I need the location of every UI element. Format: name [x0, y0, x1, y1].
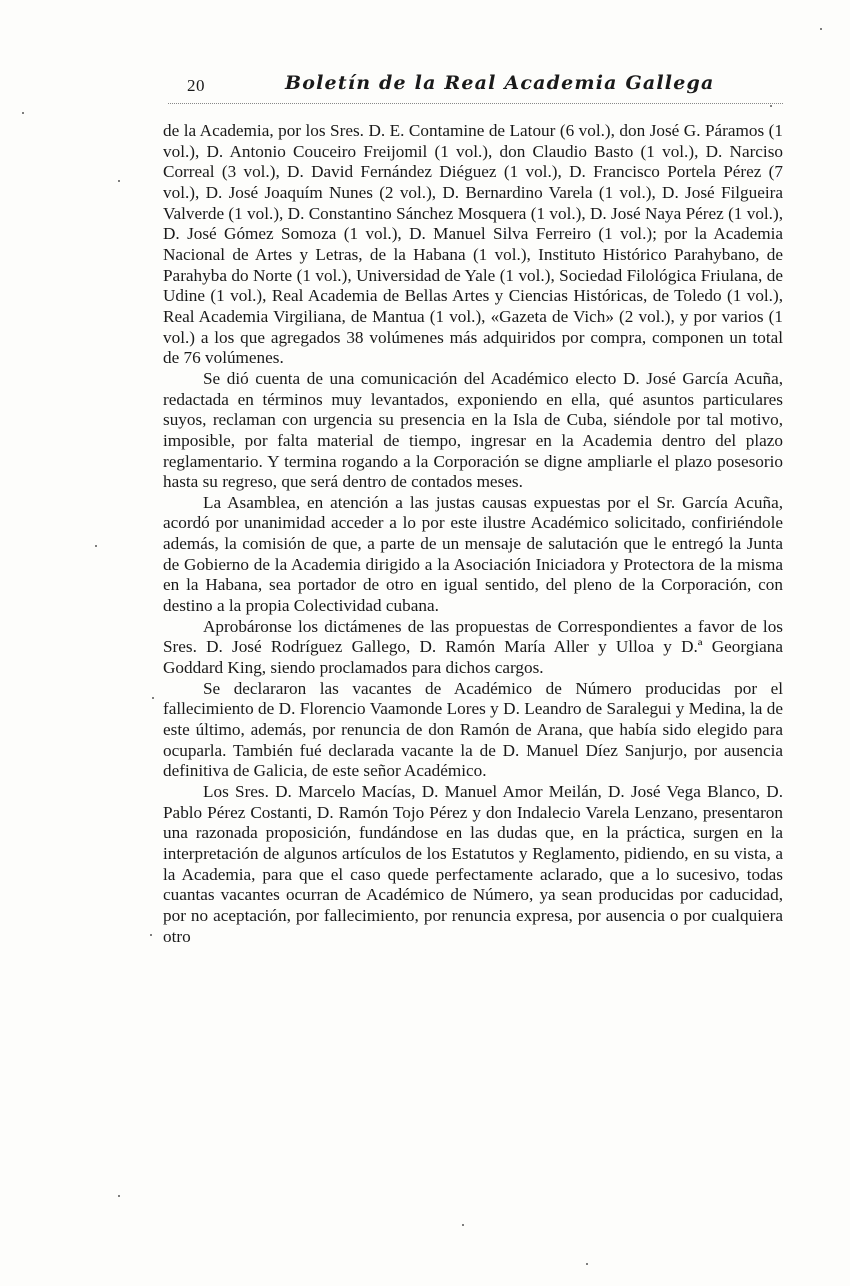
scan-speck	[152, 697, 154, 699]
page-header	[163, 72, 783, 102]
scan-speck	[820, 28, 822, 30]
scan-speck	[22, 112, 24, 114]
paragraph-6: Los Sres. D. Marcelo Macías, D. Manuel Amor Meilán, D. José Vega Blanco, D. Pablo Pérez Costanti, D. Ramón Tojo Pérez y don Indalecio Varela Lenzano, presentaron una razonada proposición, fundándose en las dudas que, en la práctica, surgen en la interpretación de algunos artículos de los Estatutos y Reglamento, pidiendo, en su vista, a la Academia, para que el caso quede perfectamente aclarado, que a lo sucesivo, todas cuantas vacantes ocurran de Académico de Número, ya sean producidas por caducidad, por no aceptación, por fallecimiento, por renuncia expresa, por ausencia o por cualquiera otro	[163, 782, 783, 946]
scan-speck	[118, 180, 120, 182]
paragraph-2: Se dió cuenta de una comunicación del Académico electo D. José García Acuña, redactada en términos muy levantados, exponiendo en ella, qué asuntos particulares suyos, reclaman con urgencia su presencia en la Isla de Cuba, siéndole por tal motivo, imposible, por falta material de tiempo, ingresar en la Academia dentro del plazo reglamentario. Y termina rogando a la Corporación se digne ampliarle el plazo posesorio hasta su regreso, que será dentro de contados meses.	[163, 368, 783, 492]
page-number: 20	[187, 76, 205, 95]
scan-speck	[770, 105, 772, 107]
scan-speck	[150, 934, 152, 936]
paragraph-3: La Asamblea, en atención a las justas causas expuestas por el Sr. García Acuña, acordó por unanimidad acceder a lo por este ilustre Académico solicitado, confiriéndole además, la comisión de que, a parte de un mensaje de salutación que le entregó la Junta de Gobierno de la Academia dirigido a la Asociación Iniciadora y Protectora de la misma en la Habana, sea portador de otro en igual sentido, del pleno de la Corporación, con destino a la propia Colectividad cubana.	[163, 492, 783, 616]
paragraph-1: de la Academia, por los Sres. D. E. Contamine de Latour (6 vol.), don José G. Páramos (1 vol.), D. Antonio Couceiro Freijomil (1 vol.), don Claudio Basto (1 vol.), D. Narciso Correal (3 vol.), D. David Fernández Diéguez (1 vol.), D. Francisco Portela Pérez (7 vol.), D. José Joaquím Nunes (2 vol.), D. Bernardino Varela (1 vol.), D. José Filgueira Valverde (1 vol.), D. Constantino Sánchez Mosquera (1 vol.), D. José Naya Pérez (1 vol.), D. José Gómez Somoza (1 vol.), D. Manuel Silva Ferreiro (1 vol.); por la Academia Nacional de Artes y Letras, de la Habana (1 vol.), Instituto Histórico Parahybano, de Parahyba do Norte (1 vol.), Universidad de Yale (1 vol.), Sociedad Filológica Friulana, de Udine (1 vol.), Real Academia de Bellas Artes y Ciencias Históricas, de Toledo (1 vol.), Real Academia Virgiliana, de Mantua (1 vol.), «Gazeta de Vich» (2 vol.), y por varios (1 vol.) a los que agregados 38 volúmenes más adquiridos por compra, componen un total de 76 volúmenes.	[163, 121, 783, 368]
paragraph-4: Aprobáronse los dictámenes de las propuestas de Correspondientes a favor de los Sres. D. José Rodríguez Gallego, D. Ramón María Aller y Ulloa y D.ª Georgiana Goddard King, siendo proclamados para dichos cargos.	[163, 616, 783, 678]
scan-speck	[95, 545, 97, 547]
paragraph-5: Se declararon las vacantes de Académico de Número producidas por el fallecimiento de D. Florencio Vaamonde Lores y D. Leandro de Saralegui y Medina, la de este último, además, por renuncia de don Ramón de Arana, que había sido elegido para ocuparla. También fué declarada vacante la de D. Manuel Díez Sanjurjo, por ausencia definitiva de Galicia, de este señor Académico.	[163, 678, 783, 781]
running-title: Boletín de la Real Academia Gallega	[285, 72, 715, 94]
scan-speck	[118, 1195, 120, 1197]
scan-speck	[462, 1224, 464, 1226]
body-text	[163, 121, 783, 947]
header-rule	[168, 103, 783, 104]
scan-speck	[586, 1263, 588, 1265]
